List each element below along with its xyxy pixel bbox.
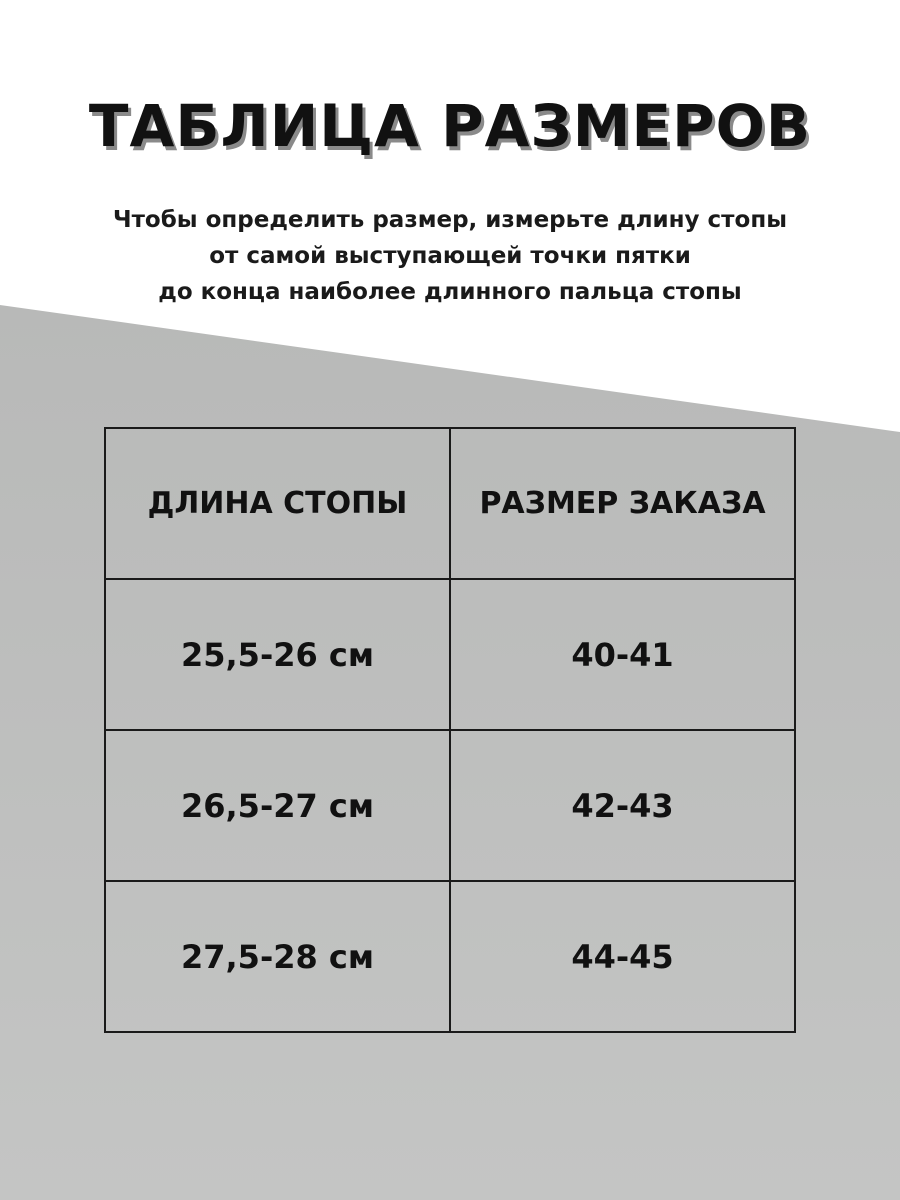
instruction-text: [0, 202, 900, 310]
page-title: ТАБЛИЦА РАЗМЕРОВ: [88, 92, 812, 160]
instruction-line: до конца наиболее длинного пальца стопы: [158, 279, 742, 305]
order-size-cell: 42-43: [450, 730, 795, 881]
table-row: [105, 579, 795, 730]
instruction-line: Чтобы определить размер, измерьте длину стопы: [112, 207, 788, 233]
table-row: [105, 881, 795, 1032]
header-order-size: РАЗМЕР ЗАКАЗА: [450, 428, 795, 579]
foot-length-cell: 27,5-28 см: [105, 881, 450, 1032]
size-table: [104, 427, 796, 1033]
table-header-row: [105, 428, 795, 579]
foot-length-cell: 25,5-26 см: [105, 579, 450, 730]
instruction-line: от самой выступающей точки пятки: [209, 243, 691, 269]
header-foot-length: ДЛИНА СТОПЫ: [105, 428, 450, 579]
foot-length-cell: 26,5-27 см: [105, 730, 450, 881]
order-size-cell: 40-41: [450, 579, 795, 730]
table-row: [105, 730, 795, 881]
order-size-cell: 44-45: [450, 881, 795, 1032]
